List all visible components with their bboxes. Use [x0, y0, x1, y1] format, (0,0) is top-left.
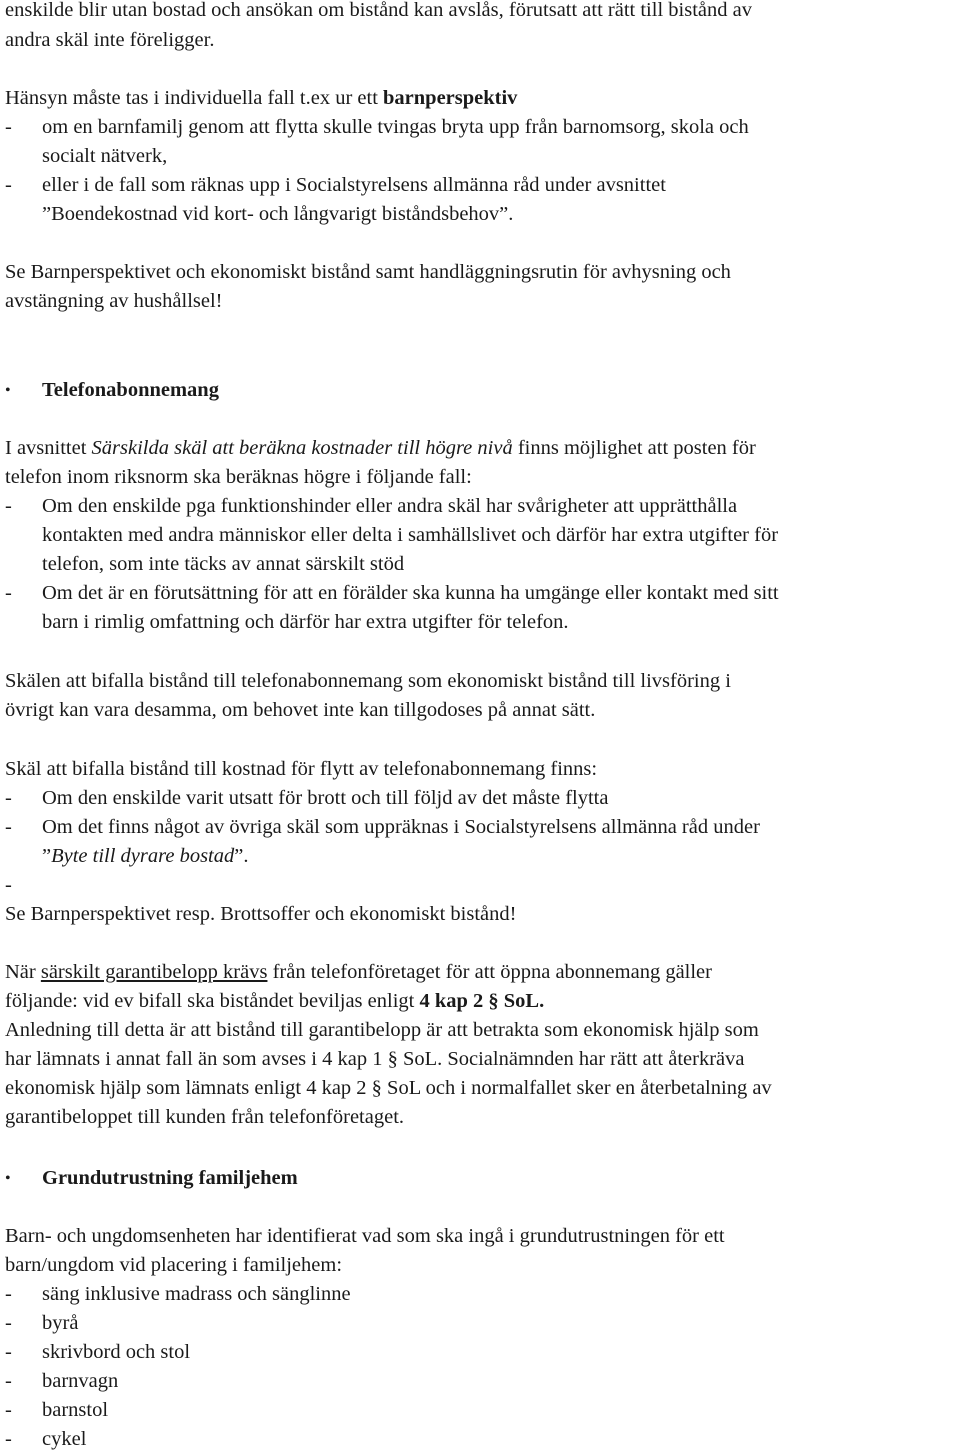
list-dash: - [5, 1428, 12, 1450]
list-item-continued [42, 842, 248, 871]
text-line: avstängning av hushållsel! [5, 290, 223, 312]
list-item: om en barnfamilj genom att flytta skulle tvingas bryta upp från barnomsorg, skola och [42, 116, 749, 138]
text-span: I avsnittet [5, 437, 92, 459]
list-item: barnstol [42, 1399, 109, 1421]
text-span: När [5, 961, 41, 983]
text-line: garantibeloppet till kunden från telefonföretaget. [5, 1106, 405, 1128]
list-dash: - [5, 174, 12, 196]
text-line: Skäl att bifalla bistånd till kostnad för flytt av telefonabonnemang finns: [5, 758, 598, 780]
list-dash: - [5, 1312, 12, 1334]
text-line: övrigt kan vara desamma, om behovet inte kan tillgodoses på annat sätt. [5, 699, 596, 721]
text-line: telefon inom riksnorm ska beräknas högre i följande fall: [5, 466, 472, 488]
text-span: finns möjlighet att posten för [512, 437, 756, 459]
text-span: ” [42, 845, 52, 867]
bullet-icon: • [5, 1170, 11, 1187]
text-line: Anledning till detta är att bistånd till garantibelopp är att betrakta som ekonomisk hjälp som [5, 1019, 759, 1041]
text-line: har lämnats i annat fall än som avses i 4 kap 1 § SoL. Socialnämnden har rätt att återkräva [5, 1048, 745, 1070]
list-item-continued: kontakten med andra människor eller delta i samhällslivet och därför har extra utgifter för [42, 524, 779, 546]
bold-term: barnperspektiv [383, 87, 518, 109]
text-line: Skälen att bifalla bistånd till telefonabonnemang som ekonomiskt bistånd till livsföring i [5, 670, 731, 692]
list-item-continued: ”Boendekostnad vid kort- och långvarigt biståndsbehov”. [42, 203, 514, 225]
list-item: eller i de fall som räknas upp i Socialstyrelsens allmänna råd under avsnittet [42, 174, 666, 196]
list-item-continued: telefon, som inte täcks av annat särskilt stöd [42, 553, 405, 575]
italic-reference: Byte till dyrare bostad [51, 845, 235, 867]
list-item: Om den enskilde pga funktionshinder eller andra skäl har svårigheter att upprätthålla [42, 495, 738, 517]
list-item: skrivbord och stol [42, 1341, 191, 1363]
text-line: barn/ungdom vid placering i familjehem: [5, 1254, 343, 1276]
italic-reference: Särskilda skäl att beräkna kostnader till högre nivå [91, 437, 513, 459]
list-dash: - [5, 874, 12, 896]
list-dash: - [5, 1399, 12, 1421]
bold-term: 4 kap 2 § SoL. [419, 990, 545, 1012]
text-line: Barn- och ungdomsenheten har identifierat vad som ska ingå i grundutrustningen för ett [5, 1225, 725, 1247]
text-line [5, 84, 517, 113]
text-span: ”. [234, 845, 249, 867]
list-item: barnvagn [42, 1370, 119, 1392]
text-line [5, 987, 544, 1016]
underlined-text: särskilt garantibelopp krävs [40, 961, 268, 983]
list-item: säng inklusive madrass och sänglinne [42, 1283, 351, 1305]
text-line [5, 434, 756, 463]
list-item: Om det finns något av övriga skäl som uppräknas i Socialstyrelsens allmänna råd under [42, 816, 760, 838]
list-dash: - [5, 582, 12, 604]
text-line: ekonomisk hjälp som lämnats enligt 4 kap 2 § SoL och i normalfallet sker en återbetalning av [5, 1077, 772, 1099]
list-item-continued: barn i rimlig omfattning och därför har extra utgifter för telefon. [42, 611, 569, 633]
text-line: Se Barnperspektivet och ekonomiskt bistånd samt handläggningsrutin för avhysning och [5, 261, 731, 283]
list-item-continued: socialt nätverk, [42, 145, 168, 167]
list-dash: - [5, 1370, 12, 1392]
text-span: följande: vid ev bifall ska biståndet beviljas enligt [5, 990, 420, 1012]
list-dash: - [5, 116, 12, 138]
text-line: enskilde blir utan bostad och ansökan om bistånd kan avslås, förutsatt att rätt till bistånd av [5, 0, 752, 21]
text-line [5, 958, 712, 987]
section-heading: Grundutrustning familjehem [42, 1167, 298, 1189]
section-heading: Telefonabonnemang [42, 379, 219, 401]
list-dash: - [5, 1341, 12, 1363]
text-span: från telefonföretaget för att öppna abonnemang gäller [267, 961, 712, 983]
text-span: Hänsyn måste tas i individuella fall t.ex ur ett [5, 87, 384, 109]
list-item: cykel [42, 1428, 87, 1450]
list-dash: - [5, 495, 12, 517]
list-dash: - [5, 816, 12, 838]
list-item: byrå [42, 1312, 79, 1334]
text-line: Se Barnperspektivet resp. Brottsoffer och ekonomiskt bistånd! [5, 903, 517, 925]
text-line: andra skäl inte föreligger. [5, 29, 215, 51]
list-item: Om det är en förutsättning för att en förälder ska kunna ha umgänge eller kontakt med sitt [42, 582, 779, 604]
list-dash: - [5, 787, 12, 809]
list-dash: - [5, 1283, 12, 1305]
list-item: Om den enskilde varit utsatt för brott och till följd av det måste flytta [42, 787, 609, 809]
bullet-icon: • [5, 382, 11, 399]
